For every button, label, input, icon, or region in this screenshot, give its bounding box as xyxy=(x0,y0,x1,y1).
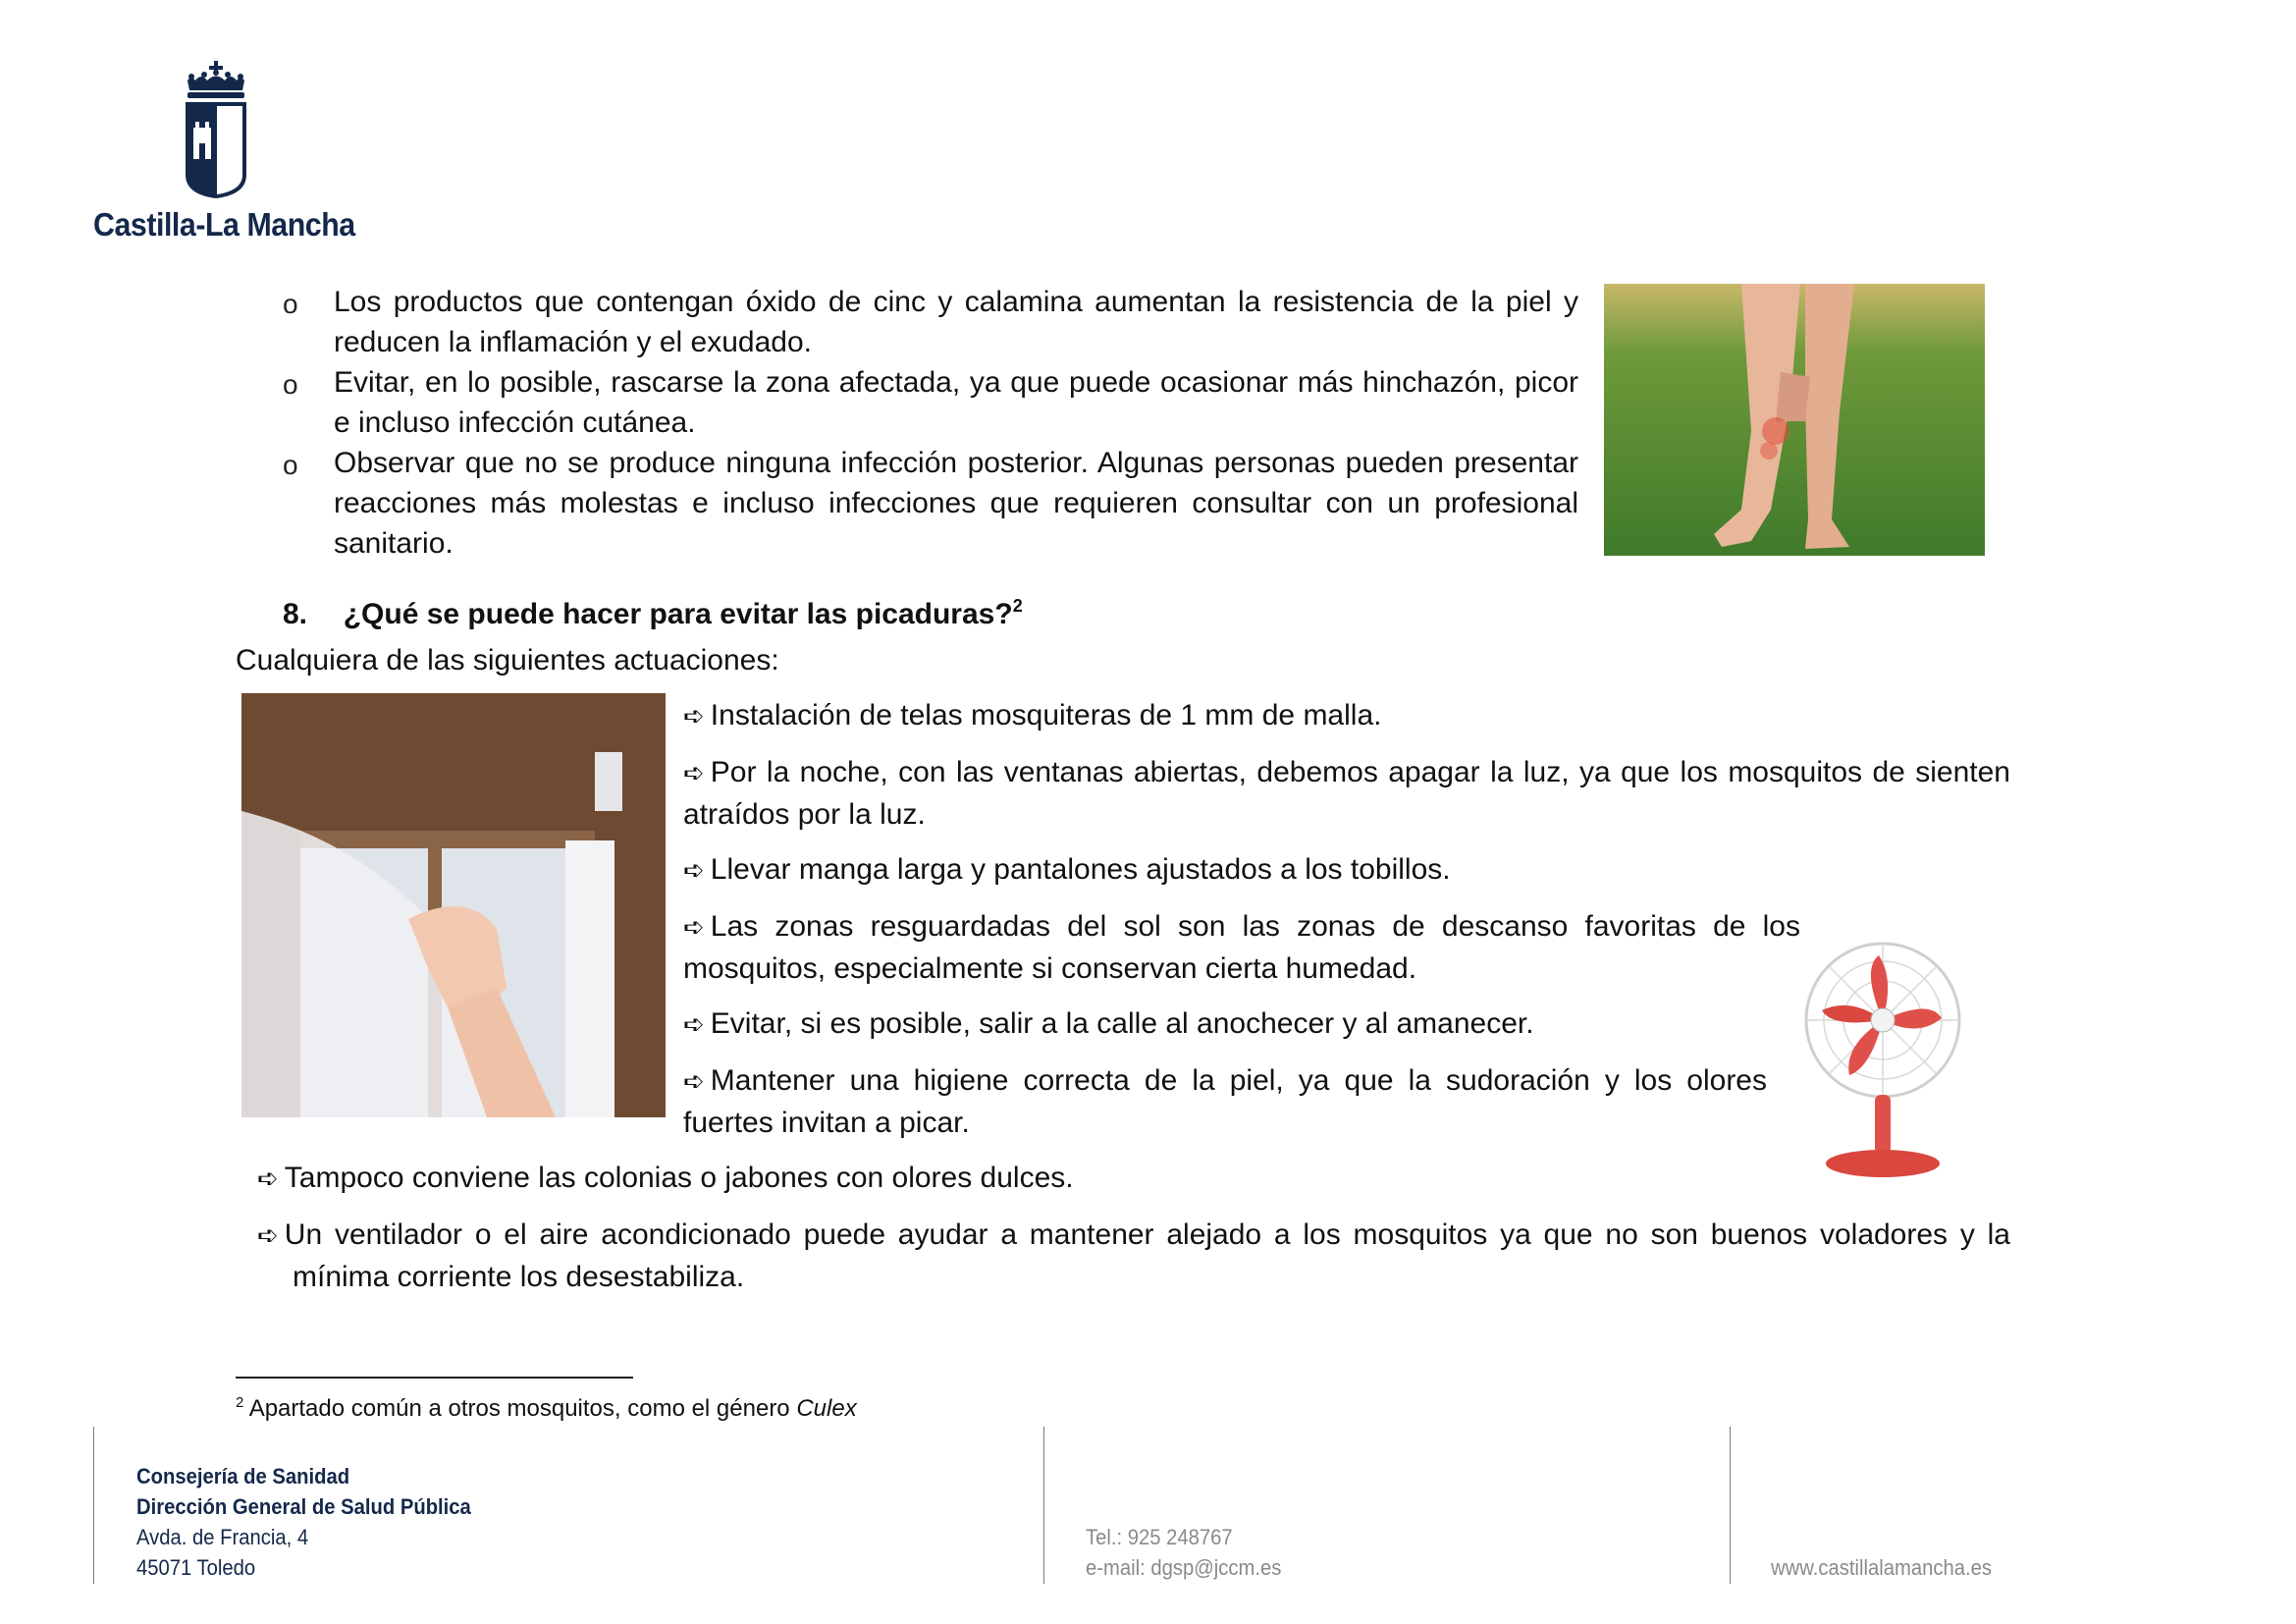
list-item-line: Evitar, en lo posible, rascarse la zona afectada, ya que puede ocasionar más hinchazón, picor xyxy=(334,366,1578,399)
list-item-line: reacciones más molestas e incluso infecciones que requieren consultar con un profesional xyxy=(334,487,1578,519)
footnote xyxy=(236,1388,857,1424)
mosquito-net-photo xyxy=(241,693,666,1117)
list-item-line: sanitario. xyxy=(334,527,454,560)
arrow-bullet-icon: ➪ xyxy=(683,759,705,788)
measure-item xyxy=(683,1060,1767,1143)
footer-divider xyxy=(93,1427,94,1584)
measure-text: mosquitos, especialmente si conservan cierta humedad. xyxy=(683,952,1417,985)
footer-divider xyxy=(1043,1427,1044,1584)
circle-bullet-icon: o xyxy=(283,289,298,319)
footnote-italic: Culex xyxy=(796,1395,857,1422)
list-item-line: e incluso infección cutánea. xyxy=(334,406,696,439)
arrow-bullet-icon: ➪ xyxy=(683,702,705,731)
measure-text: Instalación de telas mosquiteras de 1 mm de malla. xyxy=(710,699,1382,731)
footnote-separator xyxy=(236,1377,633,1379)
measure-text: Las zonas resguardadas del sol son las zonas de descanso favoritas de los xyxy=(710,910,1800,943)
itchy-leg-photo xyxy=(1604,284,1985,556)
measure-text: Un ventilador o el aire acondicionado puede ayudar a mantener alejado a los mosquitos ya que no son buenos voladores y la xyxy=(284,1218,2010,1251)
list-item xyxy=(334,362,1578,443)
list-item-line: reducen la inflamación y el exudado. xyxy=(334,326,812,358)
footer-divider xyxy=(1730,1427,1731,1584)
footer-email[interactable]: e-mail: dgsp@jccm.es xyxy=(1086,1555,1282,1580)
section-heading xyxy=(283,586,1023,634)
section-title: ¿Qué se puede hacer para evitar las picaduras? xyxy=(343,598,1013,630)
measure-text: Evitar, si es posible, salir a la calle al anochecer y al amanecer. xyxy=(710,1007,1534,1040)
arrow-bullet-icon: ➪ xyxy=(257,1164,279,1194)
measure-item xyxy=(683,695,1381,737)
list-item xyxy=(334,282,1578,362)
circle-bullet-icon: o xyxy=(283,369,298,400)
footnote-reference: 2 xyxy=(1012,596,1023,616)
measure-text: Mantener una higiene correcta de la piel, ya que la sudoración y los olores xyxy=(710,1064,1767,1097)
list-item-line: Los productos que contengan óxido de cinc y calamina aumentan la resistencia de la piel y xyxy=(334,286,1578,318)
measure-item xyxy=(683,752,2010,835)
footer-directorate: Dirección General de Salud Pública xyxy=(136,1494,471,1519)
footer-department: Consejería de Sanidad xyxy=(136,1464,350,1489)
footer-website-link[interactable]: www.castillalamancha.es xyxy=(1771,1555,1992,1580)
footer-phone: Tel.: 925 248767 xyxy=(1086,1525,1233,1549)
measure-item xyxy=(257,1158,1074,1200)
measure-text: mínima corriente los desestabiliza. xyxy=(293,1261,745,1293)
arrow-bullet-icon: ➪ xyxy=(683,1010,705,1040)
electric-fan-photo xyxy=(1792,940,1973,1185)
footer-postcode: 45071 Toledo xyxy=(136,1555,256,1580)
measure-item xyxy=(683,906,1800,989)
measure-text: fuertes invitan a picar. xyxy=(683,1107,970,1139)
arrow-bullet-icon: ➪ xyxy=(683,1067,705,1097)
list-item xyxy=(334,443,1578,564)
footnote-mark: 2 xyxy=(236,1394,244,1411)
section-number: 8. xyxy=(283,598,308,630)
intro-text: Cualquiera de las siguientes actuaciones: xyxy=(236,644,779,677)
list-item-line: Observar que no se produce ninguna infección posterior. Algunas personas pueden presentar xyxy=(334,447,1578,479)
castilla-la-mancha-emblem xyxy=(182,59,250,204)
footer-address: Avda. de Francia, 4 xyxy=(136,1525,309,1549)
footnote-text: Apartado común a otros mosquitos, como el género xyxy=(248,1395,797,1422)
measure-text: atraídos por la luz. xyxy=(683,798,926,831)
measure-text: Llevar manga larga y pantalones ajustados a los tobillos. xyxy=(710,853,1451,886)
arrow-bullet-icon: ➪ xyxy=(257,1221,279,1251)
measure-text: Por la noche, con las ventanas abiertas, debemos apagar la luz, ya que los mosquitos de sienten xyxy=(710,756,2010,788)
circle-bullet-icon: o xyxy=(283,450,298,480)
measure-item xyxy=(257,1215,2010,1297)
measure-text: Tampoco conviene las colonias o jabones con olores dulces. xyxy=(284,1162,1074,1194)
arrow-bullet-icon: ➪ xyxy=(683,913,705,943)
arrow-bullet-icon: ➪ xyxy=(683,856,705,886)
measure-item xyxy=(683,1003,1534,1046)
measure-item xyxy=(683,849,1451,892)
logo-wordmark: Castilla-La Mancha xyxy=(93,206,355,243)
